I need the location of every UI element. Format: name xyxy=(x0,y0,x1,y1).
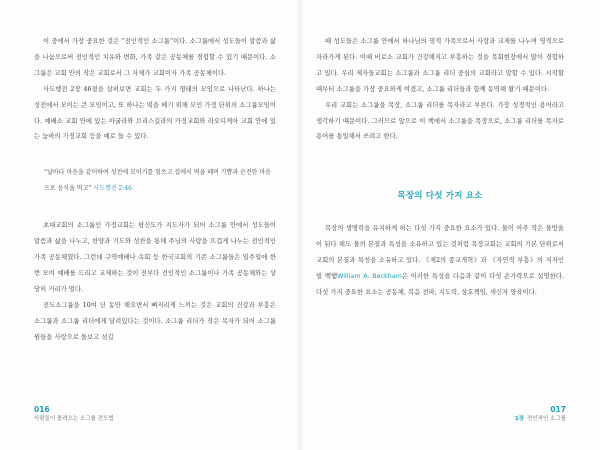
right-text-column xyxy=(316,34,564,301)
paragraph: 사도행전 2장 46절을 살펴보면 교회는 두 가지 형태의 모임으로 나타난다. 하나는 성전에서 모이는 큰 모임이고, 또 하나는 떡을 떼기 위해 모인 가정 단위의 소그룹모임이다. 예배소 교회 안에 있는 아굴라와 브리스길라의 가정교회와 라오디게아 교회 안에 있는 눔바의 가정교회 등을 예로 들 수 있다. xyxy=(34,85,276,141)
left-footer xyxy=(34,404,114,424)
running-title: 사람들이 몰려오는 소그룹 전도법 xyxy=(34,416,114,422)
section-heading: 목장의 다섯 가지 요소 xyxy=(397,191,483,202)
paragraph: 때 성도들은 소그룹 안에서 하나님의 영적 가족으로서 사랑과 교제를 나누며 영적으로 자라가게 된다. 이때 비로소 교회가 건강해지고 부흥하는 것을 목회현장에서 많이 경험하고 있다. 우리 제자들교회는 소그룹과 소그룹 리더 중심의 교회라고 말할 수 있다. 시작할 때부터 소그룹을 가장 중요하게 여겼고, 소그룹 리더들과 함께 동역해 왔기 때문이다. xyxy=(316,38,564,93)
paragraph-text: 은 이러한 특성을 다음과 같이 다섯 손가락으로 설명한다. 다섯 가지 중요한 요소는 공동체, 복음 전파, 지도력, 상호책임, 새신자 양육이다. xyxy=(316,273,565,296)
quote-text: “날마다 마음을 같이하여 성전에 모이기를 힘쓰고 집에서 떡을 떼며 기쁨과 순전한 마음으로 음식을 먹고” xyxy=(44,169,271,192)
right-footer xyxy=(515,404,566,424)
quote-reference: 사도행전 2:46 xyxy=(93,184,132,192)
right-page xyxy=(300,0,600,450)
paragraph: 우리 교회는 소그룹을 목장, 소그룹 리더를 목자라고 부른다. 가장 성경적인 용어라고 생각하기 때문이다. 그러므로 앞으로 이 책에서 소그룹을 목장으로, 소그룹 리더를 목자로 용어를 통일해서 쓰려고 한다. xyxy=(316,101,564,141)
paragraph: 초대교회의 소그룹인 가정교회는 평신도가 지도자가 되어 소그룹 안에서 성도들이 말씀과 삶을 나누고, 찬양과 기도와 성찬을 통해 주님의 사랑을 뜨겁게 나누는 전인적인 가족 공동체였다. 그런데 구역예배나 속회 등 한국교회의 기존 소그룹들은 일주일에 한 번 모여 예배를 드리고 교제하는 것이 전부다 전인적인 소그룹이나 가족 공동체와는 상당히 거리가 멀다. xyxy=(34,222,276,293)
paragraph: 전도소그룹을 10여 년 동안 해오면서 뼈저리게 느끼는 것은 교회의 건강과 부흥은 소그룹과 소그룹 리더에게 달려있다는 것이다. 소그룹 리더가 작은 목자가 되어 소그룹원들을 사랑으로 돌보고 섬길 xyxy=(34,301,276,341)
running-title xyxy=(515,415,566,424)
paragraph xyxy=(316,221,564,301)
paragraph-text: 목장의 생명력을 유지하게 하는 다섯 가지 중요한 요소가 있다. 물이 아주 작은 물방울이 된다 해도 물의 본질과 특성을 소유하고 있는 것처럼 목장교회는 교회의 기본 단위로서 교회의 본질과 특성을 소유하고 있다. 《제2의 종교개혁》과 《자연적 부흥》의 저자인 빌 벡햄 xyxy=(316,225,564,281)
page-number: 016 xyxy=(34,405,50,414)
chapter-title: 전인적인 소그룹 xyxy=(527,416,566,422)
chapter-label: 1장 xyxy=(514,416,525,422)
paragraph: 이 중에서 가장 중요한 것은 “전인적인 소그룹”이다. 소그룹에서 성도들이 말씀과 삶을 나눔으로써 전인적인 치유와 변화, 가족 같은 공동체를 경험할 수 있기 때문이다. 소그룹은 교회 안의 작은 교회로서 그 자체가 교회이자 가족 공동체이다. xyxy=(34,38,276,77)
author-name: William A. Beckham xyxy=(337,273,402,281)
scripture-quote xyxy=(44,165,276,196)
left-text-column xyxy=(34,34,276,346)
page-number: 017 xyxy=(550,405,566,414)
